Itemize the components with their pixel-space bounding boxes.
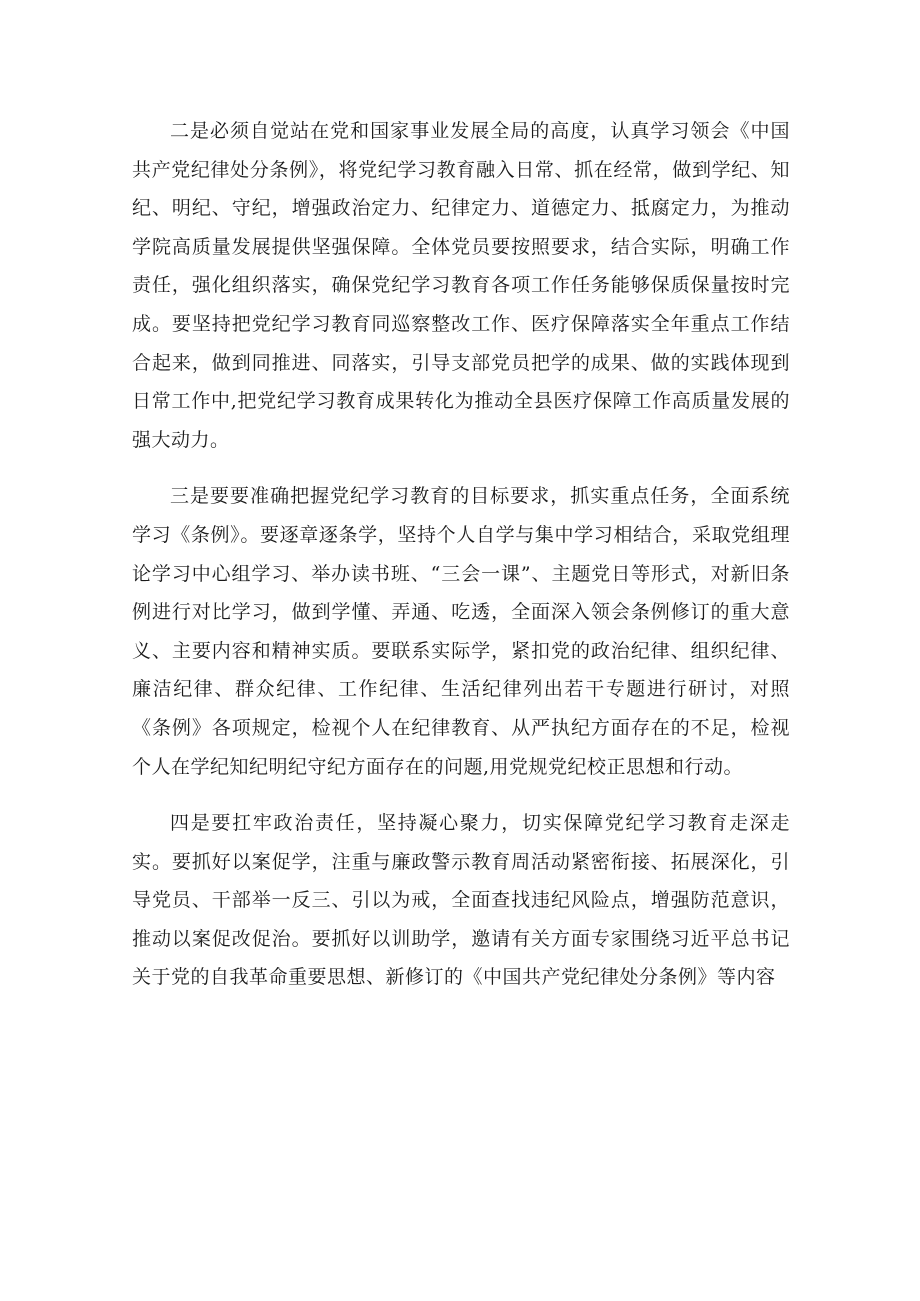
document-body xyxy=(132,112,790,1015)
paragraph-four: 四是要扛牢政治责任，坚持凝心聚力，切实保障党纪学习教育走深走实。要抓好以案促学，注重与廉政警示教育周活动紧密衔接、拓展深化，引导党员、干部举一反三、引以为戒，全面查找违纪风险点，增强防范意识，推动以案促改促治。要抓好以训助学，邀请有关方面专家围绕习近平总书记关于党的自我革命重要思想、新修订的《中国共产党纪律处分条例》等内容 xyxy=(132,812,790,989)
paragraph-two: 二是必须自觉站在党和国家事业发展全局的高度，认真学习领会《中国共产党纪律处分条例》，将党纪学习教育融入日常、抓在经常，做到学纪、知纪、明纪、守纪，增强政治定力、纪律定力、道德定力、抵腐定力，为推动学院高质量发展提供坚强保障。全体党员要按照要求，结合实际，明确工作责任，强化组织落实，确保党纪学习教育各项工作任务能够保质保量按时完成。要坚持把党纪学习教育同巡察整改工作、医疗保障落实全年重点工作结合起来，做到同推进、同落实，引导支部党员把学的成果、做的实践体现到日常工作中,把党纪学习教育成果转化为推动全县医疗保障工作高质量发展的强大动力。 xyxy=(132,120,790,451)
paragraph-three: 三是要要准确把握党纪学习教育的目标要求，抓实重点任务，全面系统学习《条例》。要逐章逐条学，坚持个人自学与集中学习相结合，采取党组理论学习中心组学习、举办读书班、“三会一课”、主题党日等形式，对新旧条例进行对比学习，做到学懂、弄通、吃透，全面深入领会条例修订的重大意义、主要内容和精神实质。要联系实际学，紧扣党的政治纪律、组织纪律、廉洁纪律、群众纪律、工作纪律、生活纪律列出若干专题进行研讨，对照《条例》各项规定，检视个人在纪律教育、从严执纪方面存在的不足，检视个人在学纪知纪明纪守纪方面存在的问题,用党规党纪校正思想和行动。 xyxy=(132,485,790,778)
